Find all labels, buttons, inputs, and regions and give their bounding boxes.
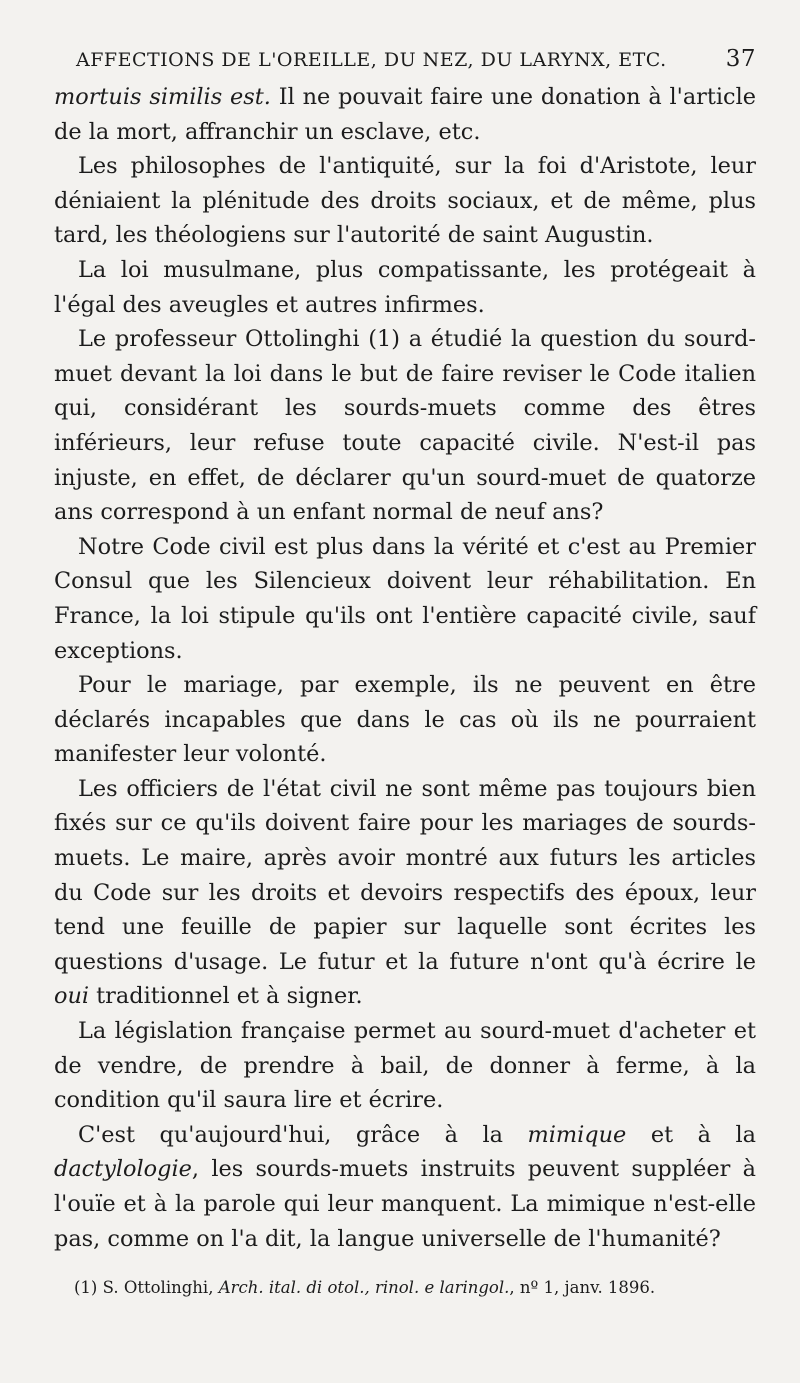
text-run: (1) S. Ottolinghi, — [74, 1278, 219, 1298]
text-run: , les sourds-muets instruits peuvent suppléer à l'ouïe et à la parole qui leur manquent. La mimique n'est-elle pas, comme on l'a dit, la langue universelle de l'humanité? — [54, 1156, 756, 1252]
paragraph — [54, 530, 756, 668]
italic-run: dactylologie — [54, 1156, 192, 1183]
text-run: C'est qu'aujourd'hui, grâce à la — [78, 1121, 528, 1148]
running-head — [54, 46, 756, 72]
text-run: Pour le mariage, par exemple, ils ne peuvent en être déclarés incapables que dans le cas où ils ne pourraient manifester leur volonté. — [54, 672, 756, 768]
body-text — [54, 80, 756, 1256]
paragraph — [54, 253, 756, 322]
italic-run: mortuis similis est. — [54, 84, 271, 110]
italic-run: mimique — [527, 1121, 627, 1148]
paragraph — [54, 322, 756, 530]
paragraph — [54, 80, 756, 149]
text-run: , nº 1, janv. 1896. — [509, 1278, 656, 1298]
text-run: Les officiers de l'état civil ne sont même pas toujours bien fixés sur ce qu'ils doivent faire pour les mariages de sourds-muets. Le maire, après avoir montré aux futurs les articles du Code sur les droits et devoirs respectifs des époux, leur tend une feuille de papier sur laquelle sont écrites les questions d'usage. Le futur et la future n'ont qu'à écrire le — [54, 775, 756, 975]
italic-run: oui — [54, 983, 90, 1010]
text-run: Les philosophes de l'antiquité, sur la foi d'Aristote, leur déniaient la plénitude des droits sociaux, et de même, plus tard, les théologiens sur l'autorité de saint Augustin. — [54, 153, 756, 249]
paragraph — [54, 1014, 756, 1118]
paragraph — [54, 1118, 756, 1256]
running-title: AFFECTIONS DE L'OREILLE, DU NEZ, DU LARYNX, ETC. — [76, 49, 667, 71]
paragraph — [54, 149, 756, 253]
footnote — [54, 1276, 756, 1300]
text-run: Notre Code civil est plus dans la vérité et c'est au Premier Consul que les Silencieux doivent leur réhabilitation. En France, la loi stipule qu'ils ont l'entière capacité civile, sauf exceptions. — [54, 533, 756, 664]
page-number: 37 — [725, 46, 756, 72]
text-run: traditionnel et à signer. — [89, 983, 363, 1010]
text-run: Le professeur Ottolinghi (1) a étudié la question du sourd-muet devant la loi dans le but de faire reviser le Code italien qui, considérant les sourds-muets comme des êtres inférieurs, leur refuse toute capacité civile. N'est-il pas injuste, en effet, de déclarer qu'un sourd-muet de quatorze ans correspond à un enfant normal de neuf ans? — [54, 326, 756, 526]
paragraph — [54, 668, 756, 772]
text-run: La loi musulmane, plus compatissante, les protégeait à l'égal des aveugles et autres infirmes. — [54, 256, 756, 318]
text-run: La législation française permet au sourd-muet d'acheter et de vendre, de prendre à bail, de donner à ferme, à la condition qu'il saura lire et écrire. — [54, 1018, 756, 1114]
text-run: Il ne pouvait faire une donation à l'article de la mort, affranchir un esclave, etc. — [54, 84, 756, 145]
paragraph — [54, 772, 756, 1014]
italic-run: Arch. ital. di otol., rinol. e laringol. — [218, 1278, 510, 1298]
text-run: et à la — [626, 1121, 756, 1148]
